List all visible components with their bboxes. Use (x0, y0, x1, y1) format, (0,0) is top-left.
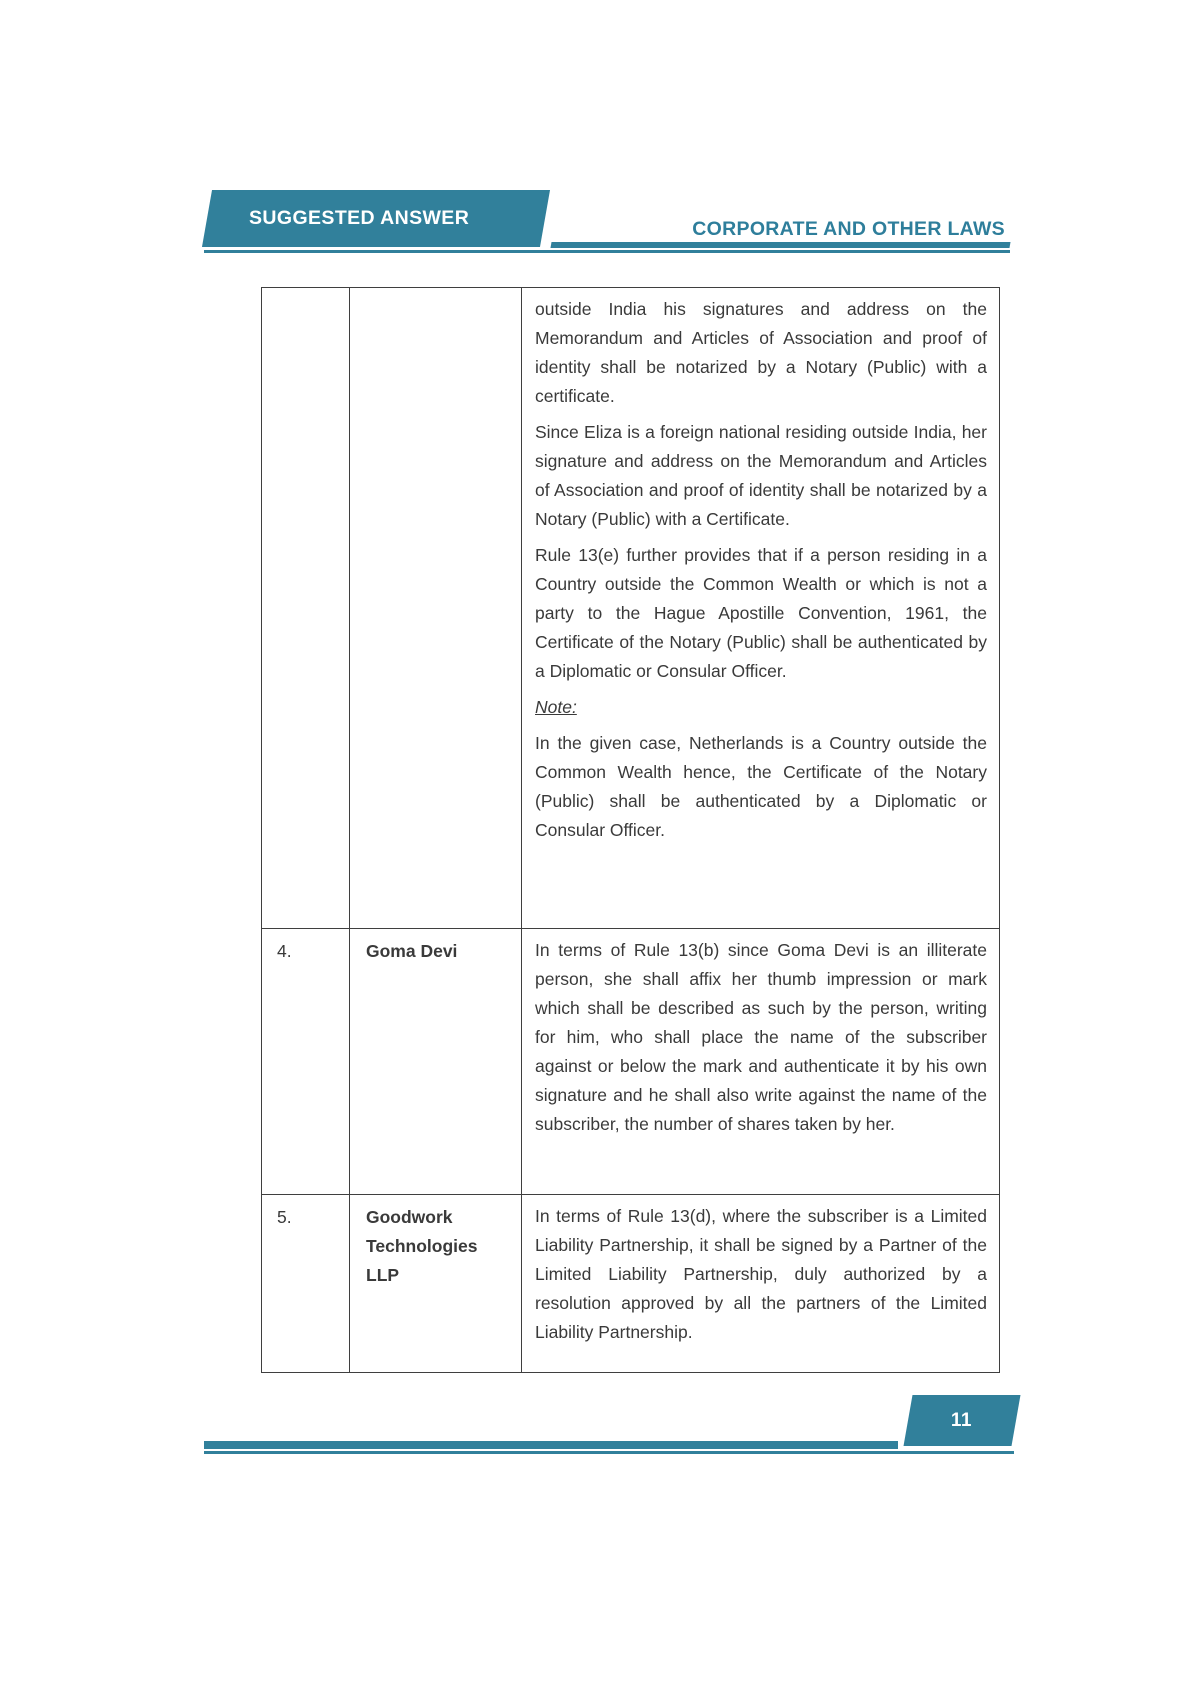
answers-table (261, 287, 1000, 1373)
page-number: 11 (951, 1409, 973, 1431)
answer-paragraph: Since Eliza is a foreign national residing outside India, her signature and address on the Memorandum and Articles of Association and proof of identity shall be notarized by a Notary (Public) with a Certificate. (535, 422, 987, 529)
header-rule-thick (550, 242, 1010, 248)
answer-paragraph: In the given case, Netherlands is a Country outside the Common Wealth hence, the Certificate of the Notary (Public) shall be authenticated by a Diplomatic or Consular Officer. (535, 733, 987, 840)
page-number-badge (904, 1395, 1021, 1446)
answer-cell (521, 1195, 999, 1372)
subscriber-name-cell (349, 288, 521, 928)
answer-paragraph: In terms of Rule 13(d), where the subscriber is a Limited Liability Partnership, it shall be signed by a Partner of the Limited Liability Partnership, duly authorized by a resolution approved by all the partners of the Limited Liability Partnership. (535, 1206, 987, 1342)
answer-cell (521, 929, 999, 1194)
answer-cell (521, 288, 999, 928)
table-row (262, 928, 999, 1194)
banner-label: SUGGESTED ANSWER (249, 207, 470, 229)
footer-rule-thick (204, 1441, 898, 1449)
row-number-cell: 5. (277, 1207, 292, 1227)
subscriber-name-cell: Goodwork Technologies LLP (349, 1195, 521, 1372)
subscriber-name-cell: Goma Devi (349, 929, 521, 1194)
answer-paragraph: In terms of Rule 13(b) since Goma Devi is an illiterate person, she shall affix her thumb impression or mark which shall be described as such by the person, writing for him, who shall place the name of the subscriber against or below the mark and authenticate it by his own signature and he shall also write against the name of the subscriber, the number of shares taken by her. (535, 940, 987, 1134)
table-row (262, 288, 999, 928)
table-row (262, 1194, 999, 1372)
footer-rule-thin (204, 1451, 1014, 1454)
note-label: Note: (535, 697, 577, 717)
page-title: CORPORATE AND OTHER LAWS (692, 218, 1005, 240)
answer-paragraph: outside India his signatures and address on the Memorandum and Articles of Association and proof of identity shall be notarized by a Notary (Public) with a certificate. (535, 299, 987, 406)
row-number-cell: 4. (277, 941, 292, 961)
header-rule-thin (204, 250, 1010, 253)
answer-paragraph: Rule 13(e) further provides that if a person residing in a Country outside the Common Wealth or which is not a party to the Hague Apostille Convention, 1961, the Certificate of the Notary (Public) shall be authenticated by a Diplomatic or Consular Officer. (535, 545, 987, 681)
row-number-cell (262, 288, 349, 928)
